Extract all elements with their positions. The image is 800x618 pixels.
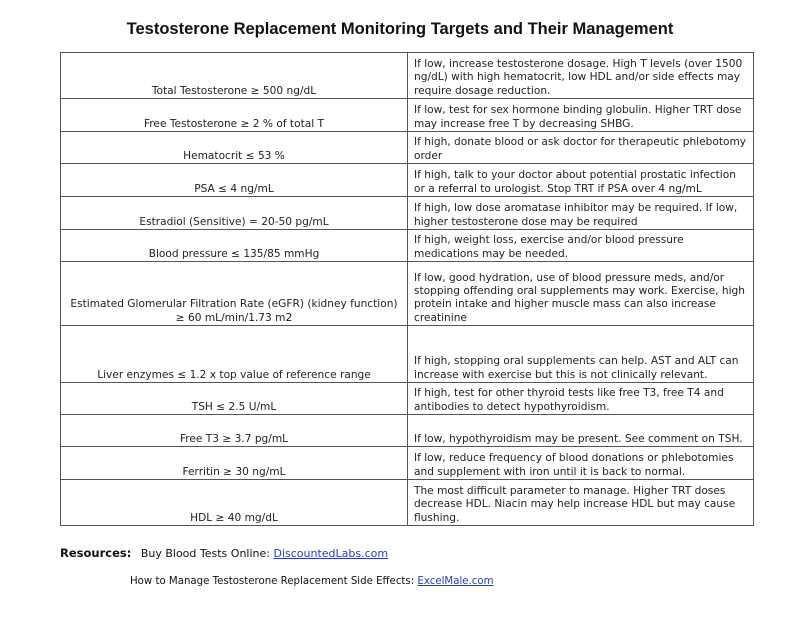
- resources-line-2: [130, 576, 494, 587]
- excelmale-link[interactable]: ExcelMale.com: [417, 576, 494, 587]
- discountedlabs-link[interactable]: DiscountedLabs.com: [273, 547, 389, 560]
- table-row: [61, 480, 754, 526]
- target-cell: Free Testosterone ≥ 2 % of total T: [61, 99, 408, 132]
- target-cell: Ferritin ≥ 30 ng/mL: [61, 447, 408, 480]
- monitoring-table: [60, 52, 754, 526]
- table-row: [61, 262, 754, 326]
- management-cell: If high, stopping oral supplements can help. AST and ALT can increase with exercise but this is not clinically relevant.: [408, 326, 754, 383]
- table-row: [61, 326, 754, 383]
- management-cell: If low, hypothyroidism may be present. See comment on TSH.: [408, 415, 754, 447]
- management-cell: If high, talk to your doctor about potential prostatic infection or a referral to urologist. Stop TRT if PSA over 4 ng/mL: [408, 164, 754, 197]
- resources-label: Resources:: [60, 546, 132, 560]
- page-title: Testosterone Replacement Monitoring Targets and Their Management: [126, 20, 674, 38]
- table-row: [61, 132, 754, 164]
- management-cell: If low, increase testosterone dosage. High T levels (over 1500 ng/dL) with high hematocrit, low HDL and/or side effects may require dosage reduction.: [408, 53, 754, 99]
- target-cell: HDL ≥ 40 mg/dL: [61, 480, 408, 526]
- target-cell: Free T3 ≥ 3.7 pg/mL: [61, 415, 408, 447]
- table-row: [61, 447, 754, 480]
- table-row: [61, 197, 754, 230]
- management-cell: If high, low dose aromatase inhibitor may be required. If low, higher testosterone dose may be required: [408, 197, 754, 230]
- table-row: [61, 164, 754, 197]
- resources-text-blood-tests: Buy Blood Tests Online:: [140, 547, 270, 560]
- management-cell: If low, test for sex hormone binding globulin. Higher TRT dose may increase free T by decreasing SHBG.: [408, 99, 754, 132]
- management-cell: If high, test for other thyroid tests like free T3, free T4 and antibodies to detect hypothyroidism.: [408, 383, 754, 415]
- target-cell: Total Testosterone ≥ 500 ng/dL: [61, 53, 408, 99]
- target-cell: Estimated Glomerular Filtration Rate (eGFR) (kidney function) ≥ 60 mL/min/1.73 m2: [61, 262, 408, 326]
- table-row: [61, 415, 754, 447]
- target-cell: Estradiol (Sensitive) = 20-50 pg/mL: [61, 197, 408, 230]
- target-cell: Liver enzymes ≤ 1.2 x top value of reference range: [61, 326, 408, 383]
- resources-text-side-effects: How to Manage Testosterone Replacement Side Effects:: [130, 576, 415, 587]
- management-cell: If low, good hydration, use of blood pressure meds, and/or stopping offending oral supplements may work. Exercise, high protein intake and higher muscle mass can also increase creatinine: [408, 262, 754, 326]
- target-cell: Blood pressure ≤ 135/85 mmHg: [61, 230, 408, 262]
- management-cell: The most difficult parameter to manage. Higher TRT doses decrease HDL. Niacin may help increase HDL but may cause flushing.: [408, 480, 754, 526]
- resources-line: [60, 546, 388, 560]
- management-cell: If low, reduce frequency of blood donations or phlebotomies and supplement with iron until it is back to normal.: [408, 447, 754, 480]
- table-row: [61, 230, 754, 262]
- target-cell: Hematocrit ≤ 53 %: [61, 132, 408, 164]
- table-row: [61, 383, 754, 415]
- target-cell: TSH ≤ 2.5 U/mL: [61, 383, 408, 415]
- management-cell: If high, weight loss, exercise and/or blood pressure medications may be needed.: [408, 230, 754, 262]
- target-cell: PSA ≤ 4 ng/mL: [61, 164, 408, 197]
- table-row: [61, 99, 754, 132]
- table-row: [61, 53, 754, 99]
- management-cell: If high, donate blood or ask doctor for therapeutic phlebotomy order: [408, 132, 754, 164]
